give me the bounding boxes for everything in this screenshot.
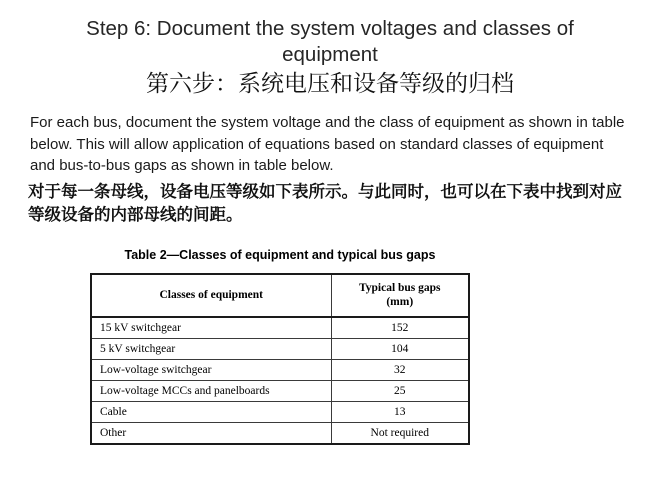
table-row — [91, 380, 469, 401]
table-row — [91, 317, 469, 339]
equipment-class-cell: Other — [91, 422, 331, 444]
equipment-class-cell: 5 kV switchgear — [91, 338, 331, 359]
title-block — [0, 0, 660, 99]
bus-gap-cell: 13 — [331, 401, 469, 422]
table-body — [91, 317, 469, 444]
equipment-class-cell: Cable — [91, 401, 331, 422]
body-paragraph-english: For each bus, document the system voltage and the class of equipment as shown in table below. This will allow application of equations based on standard classes of equipment and bus-to-bus gaps as shown in table below. — [30, 114, 625, 174]
header-label: Typical bus gaps — [358, 282, 441, 294]
header-unit-label: (mm) — [386, 296, 414, 309]
table-caption: Table 2—Classes of equipment and typical bus gaps — [124, 248, 436, 262]
equipment-class-cell: Low-voltage MCCs and panelboards — [91, 380, 331, 401]
equipment-class-cell: Low-voltage switchgear — [91, 359, 331, 380]
equipment-class-cell: 15 kV switchgear — [91, 317, 331, 339]
bus-gap-cell: 32 — [331, 359, 469, 380]
bus-gap-cell: 152 — [331, 317, 469, 339]
table-row — [91, 359, 469, 380]
page-title: Step 6: Document the system voltages and classes of equipment — [86, 17, 574, 67]
bus-gap-cell: 25 — [331, 380, 469, 401]
table-section — [90, 248, 470, 445]
bus-gap-table — [90, 273, 470, 445]
header-classes-of-equipment — [91, 274, 331, 317]
body-paragraph-chinese: 对于每一条母线，设备电压等级如下表所示。与此同时，也可以在下表中找到对应等级设备的内部母线的间距。 — [28, 182, 622, 225]
bus-gap-cell: Not required — [331, 422, 469, 444]
bus-gap-cell: 104 — [331, 338, 469, 359]
header-label: Classes of equipment — [159, 289, 263, 302]
table-header-row — [91, 274, 469, 317]
page-title-chinese: 第六步：系统电压和设备等级的归档 — [146, 71, 514, 97]
table-row — [91, 338, 469, 359]
table-header — [91, 274, 469, 317]
table-row — [91, 422, 469, 444]
table-row — [91, 401, 469, 422]
header-typical-bus-gaps — [331, 274, 469, 317]
